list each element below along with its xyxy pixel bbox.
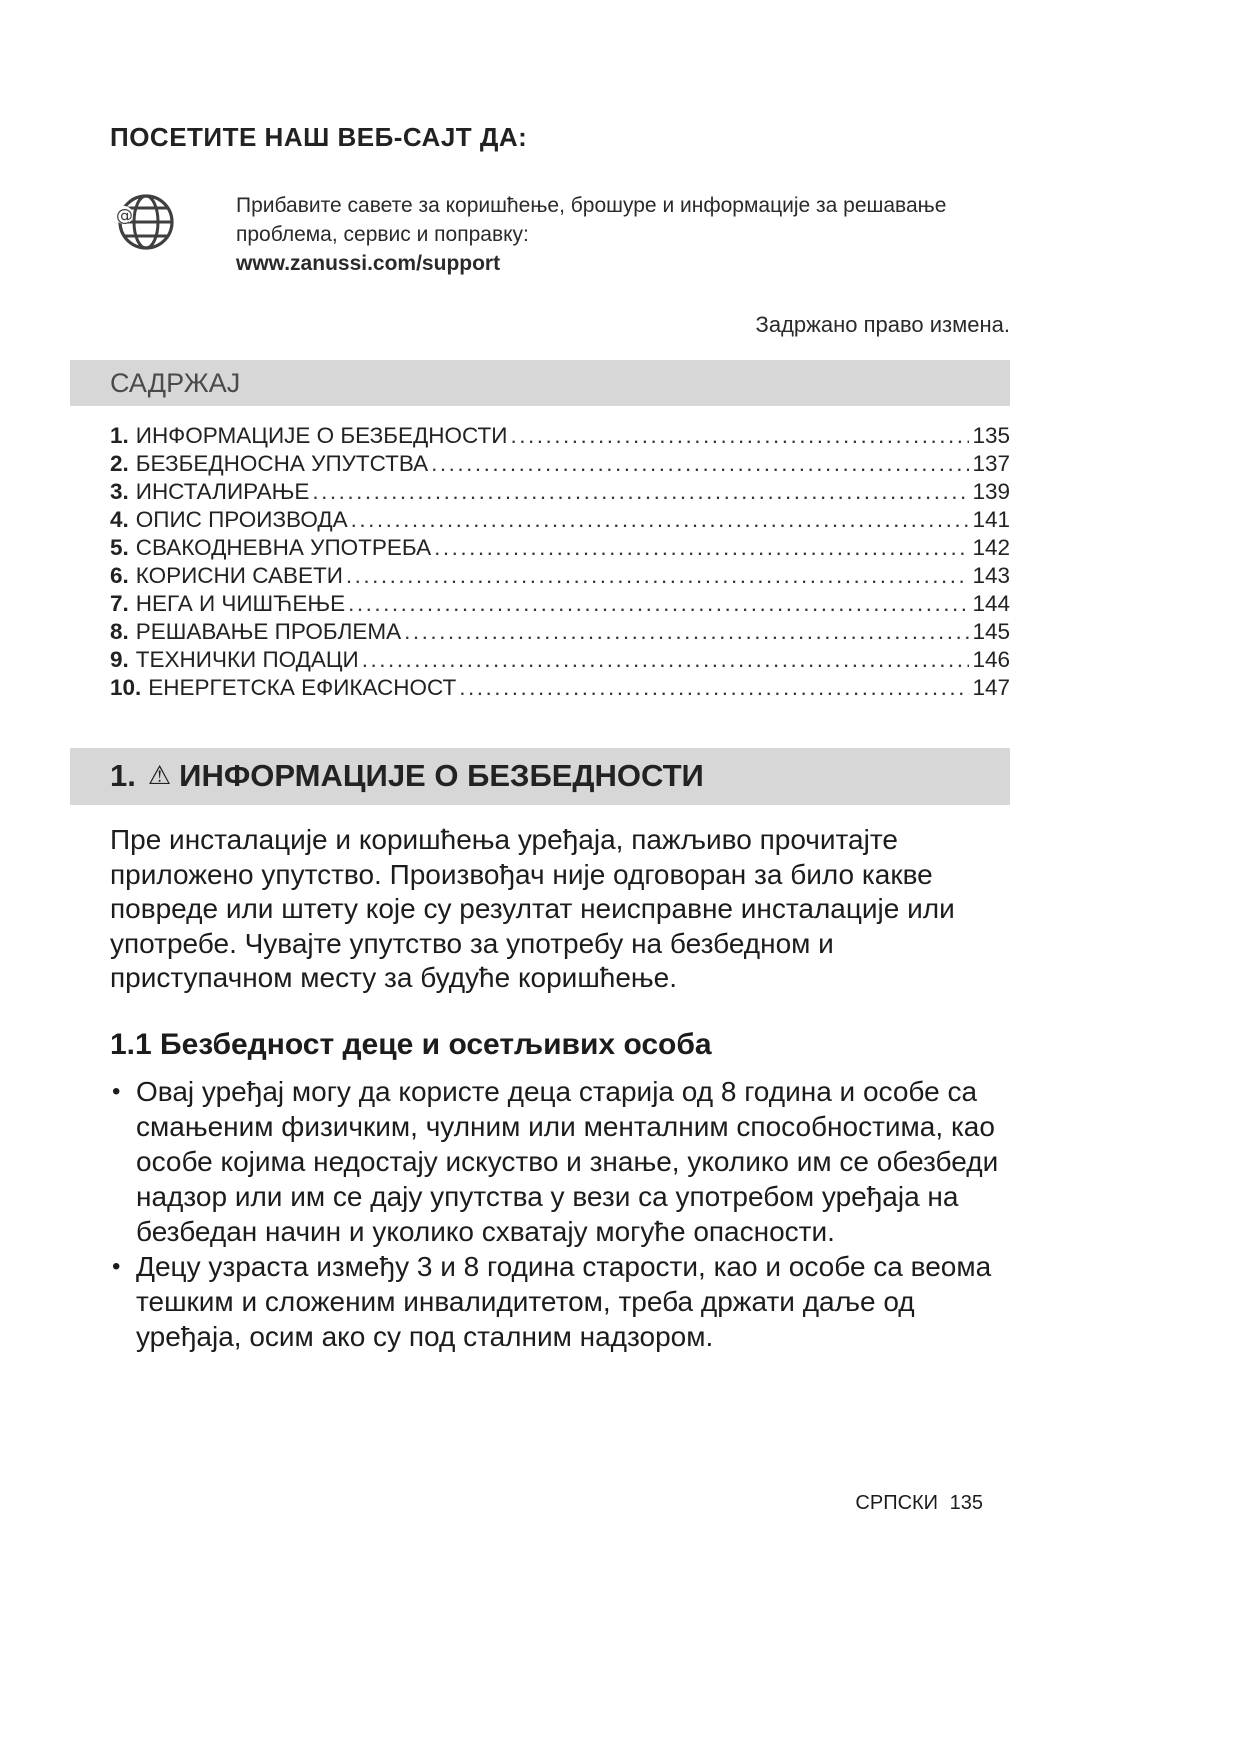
toc-dot-leader [312, 478, 969, 506]
toc-item-number: 9. [110, 647, 129, 672]
toc-item-page: 145 [972, 619, 1010, 644]
toc-item-title: БЕЗБЕДНОСНА УПУТСТВА [135, 451, 429, 476]
section-intro-paragraph: Пре инсталације и коришћења уређаја, пажљиво прочитајте приложено упутство. Произвођач није одговоран за било какве повреде или штету које су резултат неисправне инсталације или употребе. Чувајте упутство за употребу на безбедном и приступачном месту за будуће коришћење. [110, 824, 955, 993]
list-item [110, 1074, 1000, 1249]
toc-item-number: 3. [110, 479, 129, 504]
toc-dot-leader [434, 534, 969, 562]
toc-item-title: ИНСТАЛИРАЊЕ [135, 479, 310, 504]
bullet-list [110, 1074, 1010, 1354]
toc-item-title: НЕГА И ЧИШЋЕЊЕ [135, 591, 346, 616]
toc-item-page: 139 [972, 479, 1010, 504]
bullet-icon: • [112, 1077, 121, 1105]
page-title: ПОСЕТИТЕ НАШ ВЕБ-САЈТ ДА: [110, 122, 528, 152]
warning-icon: ⚠ [147, 759, 172, 790]
toc-item-title: РЕШАВАЊЕ ПРОБЛЕМА [135, 619, 402, 644]
toc-item-number: 6. [110, 563, 129, 588]
toc-item-number: 7. [110, 591, 129, 616]
toc-item-page: 147 [972, 675, 1010, 700]
section-title: ИНФОРМАЦИЈЕ О БЕЗБЕДНОСТИ [179, 758, 704, 793]
website-url: www.zanussi.com/support [236, 252, 501, 275]
section-number: 1. [110, 758, 136, 793]
subsection-title: 1.1 Безбедност деце и осетљивих особа [110, 1027, 712, 1061]
bullet-text: Децу узраста између 3 и 8 година старости, као и особе са веома тешким и сложеним инвалидитетом, треба држати даље од уређаја, осим ако су под сталним надзором. [136, 1250, 992, 1352]
toc-item-page: 142 [972, 535, 1010, 560]
toc-dot-leader [346, 562, 970, 590]
footer-page-number: 135 [949, 1492, 983, 1514]
toc-item-page: 137 [972, 451, 1010, 476]
toc-item-number: 10. [110, 675, 142, 700]
toc-item-title: ТЕХНИЧКИ ПОДАЦИ [135, 647, 359, 672]
toc-dot-leader [431, 450, 969, 478]
toc-item [110, 562, 1010, 590]
toc-item [110, 450, 1010, 478]
toc-item-number: 5. [110, 535, 129, 560]
toc-item [110, 534, 1010, 562]
footer-language: СРПСКИ [855, 1492, 939, 1514]
website-info-line: Прибавите савете за коришћење, брошуре и информације за решавање проблема, сервис и поправку: [236, 194, 947, 246]
svg-text:@: @ [116, 206, 133, 226]
bullet-icon: • [112, 1252, 121, 1280]
toc-item-number: 1. [110, 423, 129, 448]
rights-note: Задржано право измена. [755, 312, 1010, 337]
toc-item-page: 144 [972, 591, 1010, 616]
toc-item-title: СВАКОДНЕВНА УПОТРЕБА [135, 535, 432, 560]
toc-item [110, 646, 1010, 674]
toc-item [110, 478, 1010, 506]
toc-dot-leader [459, 674, 969, 702]
toc-item [110, 422, 1010, 450]
toc-item [110, 618, 1010, 646]
toc-item-title: ИНФОРМАЦИЈЕ О БЕЗБЕДНОСТИ [135, 423, 508, 448]
toc-dot-leader [404, 618, 969, 646]
bullet-text: Овај уређај могу да користе деца старија од 8 година и особе са смањеним физичким, чулним или менталним способностима, као особе којима недостају искуство и знање, уколико им се обезбеди надзор или им се дају упутства у вези са употребом уређаја на безбедан начин и уколико схватају могуће опасности. [136, 1075, 999, 1247]
toc-dot-leader [510, 422, 969, 450]
list-item [110, 1249, 1000, 1354]
toc-dot-leader [362, 646, 970, 674]
toc-item-number: 4. [110, 507, 129, 532]
toc-heading: САДРЖАЈ [70, 360, 1010, 406]
website-info-row [110, 189, 1010, 278]
toc-item-number: 2. [110, 451, 129, 476]
toc-item-title: КОРИСНИ САВЕТИ [135, 563, 343, 588]
globe-icon [110, 189, 176, 260]
toc-dot-leader [351, 506, 970, 534]
toc-item [110, 590, 1010, 618]
section-heading [70, 748, 1010, 805]
toc-item-page: 143 [972, 563, 1010, 588]
toc-item [110, 506, 1010, 534]
table-of-contents [110, 422, 1010, 702]
toc-item-number: 8. [110, 619, 129, 644]
toc-item [110, 674, 1010, 702]
website-info-text [236, 189, 1010, 278]
toc-item-page: 141 [972, 507, 1010, 532]
toc-item-title: ОПИС ПРОИЗВОДА [135, 507, 348, 532]
toc-item-title: ЕНЕРГЕТСКА ЕФИКАСНОСТ [148, 675, 457, 700]
toc-dot-leader [348, 590, 969, 618]
page-footer [849, 1492, 983, 1515]
toc-item-page: 135 [972, 423, 1010, 448]
toc-item-page: 146 [972, 647, 1010, 672]
